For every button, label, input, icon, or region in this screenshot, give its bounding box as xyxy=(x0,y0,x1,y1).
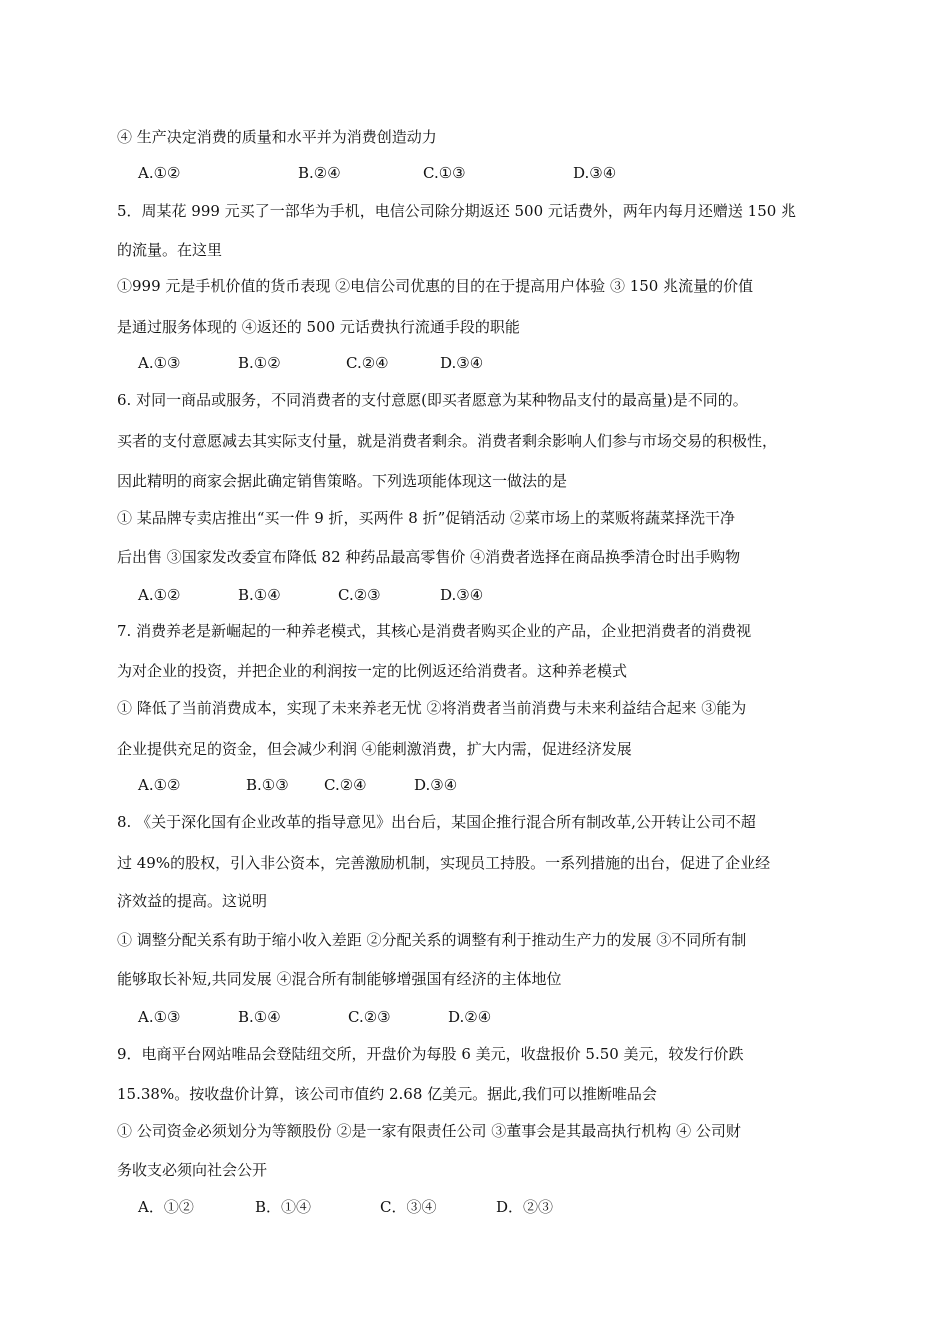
q5-statements-line1: ①999 元是手机价值的货币表现 ②电信公司优惠的目的在于提高用户体验 ③ 150 兆流量的价值 xyxy=(117,277,754,295)
q6-statements-line2: 后出售 ③国家发改委宣布降低 82 种药品最高零售价 ④消费者选择在商品换季清仓时出手购物 xyxy=(117,548,741,566)
q7-option-d: D.③④ xyxy=(414,776,458,794)
q6-option-d: D.③④ xyxy=(440,586,484,604)
q6-statements-line1: ① 某品牌专卖店推出“买一件 9 折，买两件 8 折”促销活动 ②菜市场上的菜贩将蔬菜择洗干净 xyxy=(117,509,736,527)
q4-option-d: D.③④ xyxy=(573,164,617,182)
q8-option-a: A.①③ xyxy=(138,1008,181,1026)
q8-option-b: B.①④ xyxy=(238,1008,281,1026)
q6-option-a: A.①② xyxy=(138,586,181,604)
q7-option-c: C.②④ xyxy=(324,776,367,794)
q6-option-b: B.①④ xyxy=(238,586,281,604)
q5-stem-line1: 5．周某花 999 元买了一部华为手机，电信公司除分期返还 500 元话费外，两年内每月还赠送 150 兆 xyxy=(117,202,797,220)
q5-option-b: B.①② xyxy=(238,354,281,372)
q6-stem-line2: 买者的支付意愿减去其实际支付量，就是消费者剩余。消费者剩余影响人们参与市场交易的积极性， xyxy=(117,432,778,450)
q9-statements-line1: ① 公司资金必须划分为等额股份 ②是一家有限责任公司 ③董事会是其最高执行机构 ④ 公司财 xyxy=(117,1122,741,1140)
q9-option-d: D．②③ xyxy=(496,1198,554,1216)
q5-option-a: A.①③ xyxy=(138,354,181,372)
q9-option-c: C．③④ xyxy=(380,1198,437,1216)
q7-option-b: B.①③ xyxy=(246,776,289,794)
q7-stem-line1: 7. 消费养老是新崛起的一种养老模式，其核心是消费者购买企业的产品，企业把消费者的消费视 xyxy=(117,622,752,640)
q7-statements-line2: 企业提供充足的资金，但会减少利润 ④能刺激消费，扩大内需，促进经济发展 xyxy=(117,740,632,758)
q9-option-a: A．①② xyxy=(138,1198,194,1216)
q8-stem-line1: 8. 《关于深化国有企业改革的指导意见》出台后，某国企推行混合所有制改革,公开转让公司不超 xyxy=(117,813,756,831)
q7-option-a: A.①② xyxy=(138,776,181,794)
q4-option-b: B.②④ xyxy=(298,164,341,182)
q5-option-d: D.③④ xyxy=(440,354,484,372)
q5-statements-line2: 是通过服务体现的 ④返还的 500 元话费执行流通手段的职能 xyxy=(117,318,520,336)
q5-option-c: C.②④ xyxy=(346,354,389,372)
q9-option-b: B．①④ xyxy=(255,1198,312,1216)
q9-stem-line1: 9．电商平台网站唯品会登陆纽交所，开盘价为每股 6 美元，收盘报价 5.50 美元，较发行价跌 xyxy=(117,1045,744,1063)
q4-option-c: C.①③ xyxy=(423,164,466,182)
q4-statement-4: ④ 生产决定消费的质量和水平并为消费创造动力 xyxy=(117,128,437,146)
q5-stem-line2: 的流量。在这里 xyxy=(117,241,223,259)
q8-option-d: D.②④ xyxy=(448,1008,492,1026)
q8-statements-line1: ① 调整分配关系有助于缩小收入差距 ②分配关系的调整有利于推动生产力的发展 ③不同所有制 xyxy=(117,931,747,949)
q9-statements-line2: 务收支必须向社会公开 xyxy=(117,1161,268,1179)
q4-option-a: A.①② xyxy=(138,164,181,182)
q8-statements-line2: 能够取长补短,共同发展 ④混合所有制能够增强国有经济的主体地位 xyxy=(117,970,562,988)
q7-statements-line1: ① 降低了当前消费成本，实现了未来养老无忧 ②将消费者当前消费与未来利益结合起来 ③能为 xyxy=(117,699,747,717)
q8-stem-line3: 济效益的提高。这说明 xyxy=(117,892,268,910)
q6-stem-line3: 因此精明的商家会据此确定销售策略。下列选项能体现这一做法的是 xyxy=(117,472,568,490)
q8-option-c: C.②③ xyxy=(348,1008,391,1026)
q7-stem-line2: 为对企业的投资，并把企业的利润按一定的比例返还给消费者。这种养老模式 xyxy=(117,662,628,680)
q6-stem-line1: 6. 对同一商品或服务，不同消费者的支付意愿(即买者愿意为某种物品支付的最高量)是不同的。 xyxy=(117,391,748,409)
q8-stem-line2: 过 49%的股权，引入非公资本，完善激励机制，实现员工持股。一系列措施的出台，促进了企业经 xyxy=(117,854,771,872)
q6-option-c: C.②③ xyxy=(338,586,381,604)
q9-stem-line2: 15.38%。按收盘价计算，该公司市值约 2.68 亿美元。据此,我们可以推断唯品会 xyxy=(117,1085,657,1103)
